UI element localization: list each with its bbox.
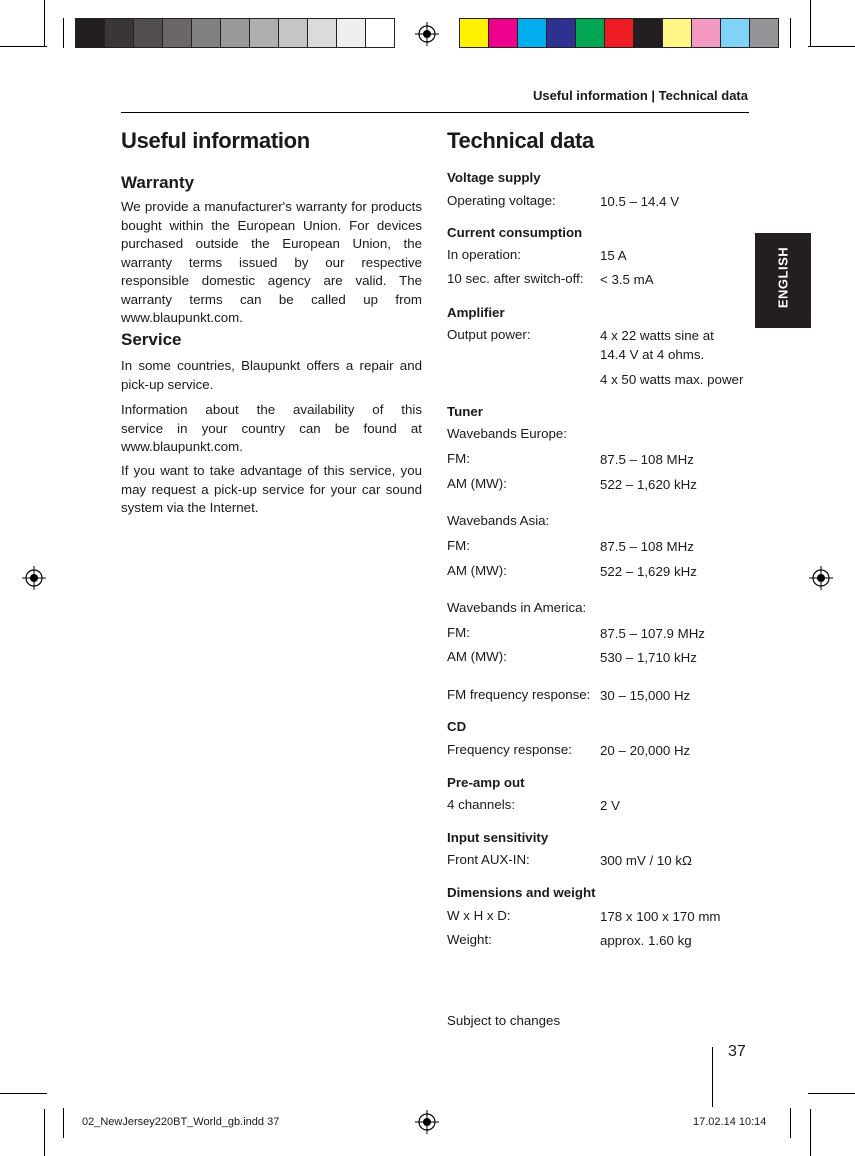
dimensions-weight-heading: Dimensions and weight: [447, 885, 596, 900]
color-swatch: [336, 18, 366, 48]
front-aux-in-value: 300 mV / 10 kΩ: [600, 853, 692, 868]
weight-value: approx. 1.60 kg: [600, 933, 692, 948]
input-sensitivity-heading: Input sensitivity: [447, 830, 549, 845]
registration-mark-icon: [22, 566, 46, 590]
slug-timestamp: 17.02.14 10:14: [693, 1116, 767, 1128]
output-power-value-2: 4 x 50 watts max. power: [600, 372, 744, 387]
channels-label: 4 channels:: [447, 797, 516, 812]
europe-fm-label: FM:: [447, 451, 470, 466]
crop-mark: [790, 1108, 791, 1138]
weight-label: Weight:: [447, 932, 492, 947]
asia-fm-label: FM:: [447, 538, 470, 553]
in-operation-label: In operation:: [447, 247, 521, 262]
america-am-label: AM (MW):: [447, 649, 507, 664]
color-swatch: [75, 18, 105, 48]
registration-mark-icon: [415, 22, 439, 46]
crop-mark: [810, 1109, 811, 1156]
crop-mark: [790, 18, 791, 48]
after-switch-off-label: 10 sec. after switch-off:: [447, 271, 584, 286]
crop-mark: [44, 0, 45, 47]
slug-file-name: 02_NewJersey220BT_World_gb.indd 37: [82, 1116, 280, 1128]
color-swatch: [249, 18, 279, 48]
after-switch-off-value: < 3.5 mA: [600, 272, 654, 287]
wavebands-europe-label: Wavebands Europe:: [447, 426, 567, 441]
fm-frequency-response-label: FM frequency response:: [447, 687, 591, 702]
cd-heading: CD: [447, 719, 467, 734]
crop-mark: [63, 18, 64, 48]
crop-mark: [0, 1093, 47, 1094]
cd-frequency-response-value: 20 – 20,000 Hz: [600, 743, 691, 758]
crop-mark: [810, 0, 811, 47]
service-paragraph-3: If you want to take advantage of this service, you may request a pick-up service for your car sound system via the Internet.: [121, 463, 422, 515]
america-fm-value: 87.5 – 107.9 MHz: [600, 626, 705, 641]
output-power-label: Output power:: [447, 327, 531, 342]
europe-am-value: 522 – 1,620 kHz: [600, 477, 697, 492]
color-swatch: [691, 18, 721, 48]
registration-mark-icon: [415, 1110, 439, 1134]
language-tab-label: ENGLISH: [775, 246, 791, 309]
header-divider: [121, 112, 749, 113]
color-swatch: [720, 18, 750, 48]
page-number-divider: [712, 1047, 713, 1107]
america-fm-label: FM:: [447, 625, 470, 640]
color-swatch: [749, 18, 779, 48]
service-paragraph-1: In some countries, Blaupunkt offers a repair and pick-up service.: [121, 358, 422, 392]
front-aux-in-label: Front AUX-IN:: [447, 852, 530, 867]
wavebands-asia-label: Wavebands Asia:: [447, 513, 550, 528]
output-power-value-1a: 4 x 22 watts sine at: [600, 328, 714, 343]
tuner-heading: Tuner: [447, 404, 483, 419]
color-swatch: [307, 18, 337, 48]
current-consumption-heading: Current consumption: [447, 225, 583, 240]
color-swatch: [162, 18, 192, 48]
color-swatch: [604, 18, 634, 48]
color-swatch: [220, 18, 250, 48]
color-swatch: [459, 18, 489, 48]
europe-fm-value: 87.5 – 108 MHz: [600, 452, 694, 467]
color-swatch: [133, 18, 163, 48]
color-swatch: [633, 18, 663, 48]
color-swatch: [662, 18, 692, 48]
europe-am-label: AM (MW):: [447, 476, 507, 491]
crop-mark: [808, 46, 855, 47]
asia-am-label: AM (MW):: [447, 563, 507, 578]
crop-mark: [0, 46, 47, 47]
service-paragraph-2: Information about the availability of this service in your country can be found at www.blaupunkt.com.: [121, 402, 422, 454]
in-operation-value: 15 A: [600, 248, 627, 263]
crop-mark: [63, 1108, 64, 1138]
operating-voltage-label: Operating voltage:: [447, 193, 556, 208]
wavebands-america-label: Wavebands in America:: [447, 600, 587, 615]
warranty-heading: Warranty: [121, 173, 195, 192]
technical-data-title: Technical data: [447, 128, 594, 153]
operating-voltage-value: 10.5 – 14.4 V: [600, 194, 680, 209]
output-power-value-1b: 14.4 V at 4 ohms.: [600, 347, 705, 362]
cd-frequency-response-label: Frequency response:: [447, 742, 572, 757]
pre-amp-out-heading: Pre-amp out: [447, 775, 525, 790]
color-swatch: [517, 18, 547, 48]
color-swatch: [278, 18, 308, 48]
whd-value: 178 x 100 x 170 mm: [600, 909, 721, 924]
voltage-supply-heading: Voltage supply: [447, 170, 541, 185]
subject-to-changes-note: Subject to changes: [447, 1013, 561, 1028]
amplifier-heading: Amplifier: [447, 305, 505, 320]
page-number: 37: [728, 1043, 746, 1060]
crop-mark: [44, 1109, 45, 1156]
asia-fm-value: 87.5 – 108 MHz: [600, 539, 694, 554]
fm-frequency-response-value: 30 – 15,000 Hz: [600, 688, 691, 703]
color-swatch: [546, 18, 576, 48]
channels-value: 2 V: [600, 798, 620, 813]
color-swatch: [488, 18, 518, 48]
color-swatch: [575, 18, 605, 48]
america-am-value: 530 – 1,710 kHz: [600, 650, 697, 665]
color-swatch: [191, 18, 221, 48]
useful-information-title: Useful information: [121, 128, 310, 153]
warranty-text: We provide a manufacturer's warranty for products bought within the European Union. For devices purchased outside the European Union, the warranty terms issued by our respective responsible domestic agency are valid. The warranty terms can be called up from www.blaupunkt.com.: [121, 199, 422, 325]
running-header: Useful information | Technical data: [532, 88, 748, 103]
color-swatch: [365, 18, 395, 48]
asia-am-value: 522 – 1,629 kHz: [600, 564, 697, 579]
registration-mark-icon: [809, 566, 833, 590]
color-swatch: [104, 18, 134, 48]
service-heading: Service: [121, 330, 182, 349]
whd-label: W x H x D:: [447, 908, 511, 923]
crop-mark: [808, 1093, 855, 1094]
